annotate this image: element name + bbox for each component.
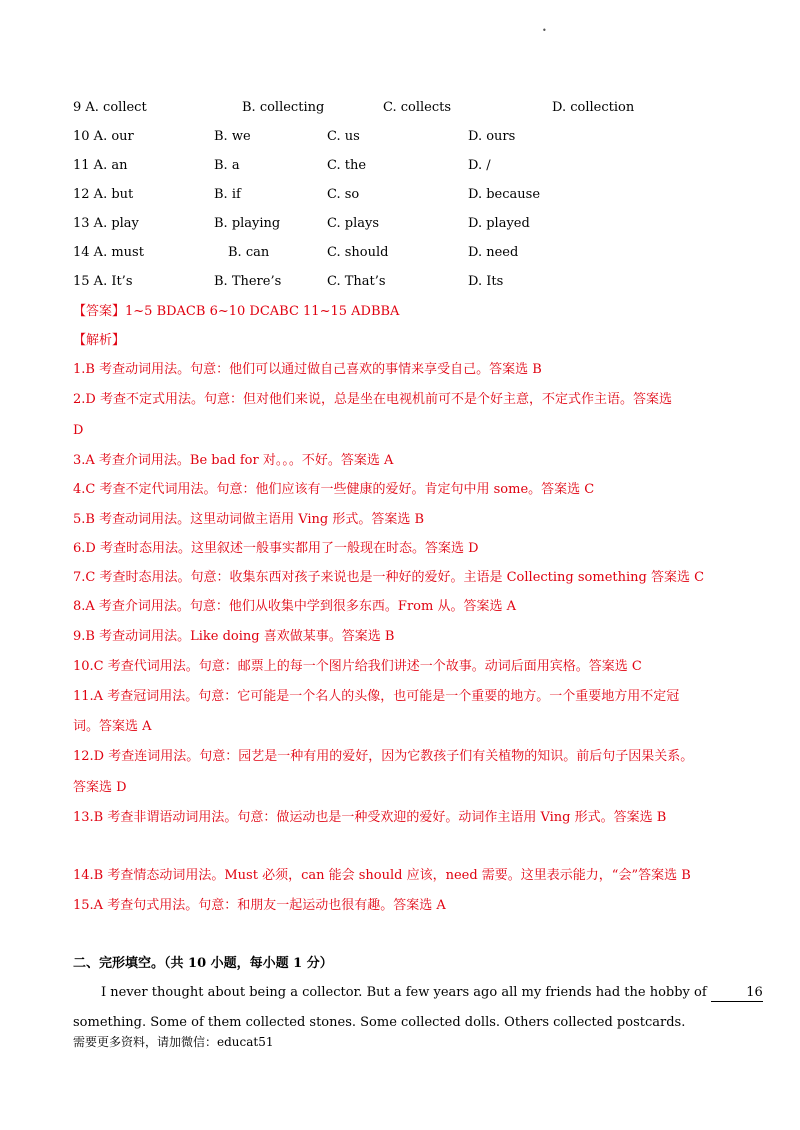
analysis-item: 10.C 考查代词用法。句意：邮票上的每一个图片给我们讲述一个故事。动词后面用宾格。答案选 C <box>73 659 642 674</box>
analysis-item: 9.B 考查动词用法。Like doing 喜欢做某事。答案选 B <box>73 629 395 644</box>
analysis-item: 4.C 考查不定代词用法。句意：他们应该有一些健康的爱好。肯定句中用 some。答案选 C <box>73 482 595 497</box>
option-c: C. plays <box>327 216 379 231</box>
section-title: 二、完形填空。（共 10 小题，每小题 1 分） <box>73 956 333 971</box>
header-dot: • <box>542 26 547 35</box>
option-c: C. us <box>327 129 360 144</box>
option-c: C. so <box>327 187 360 202</box>
passage-text: I never thought about being a collector. But a few years ago all my friends had the hobby of <box>101 985 707 1000</box>
analysis-item: 14.B 考查情态动词用法。Must 必须，can 能会 should 应该，need 需要。这里表示能力，“会”答案选 B <box>73 868 691 883</box>
option-d: D. / <box>468 158 491 173</box>
option-b: B. a <box>214 158 240 173</box>
analysis-item: 6.D 考查时态用法。这里叙述一般事实都用了一般现在时态。答案选 D <box>73 541 479 556</box>
option-a: 10 A. our <box>73 129 134 144</box>
analysis-item: 2.D 考查不定式用法。句意：但对他们来说，总是坐在电视机前可不是个好主意，不定式作主语。答案选 <box>73 392 672 407</box>
option-c: C. should <box>327 245 389 260</box>
option-c: C. That’s <box>327 274 386 289</box>
analysis-item: 7.C 考查时态用法。句意：收集东西对孩子来说也是一种好的爱好。主语是 Collecting something 答案选 C <box>73 570 705 585</box>
footer-note: 需要更多资料，请加微信：educat51 <box>73 1035 274 1049</box>
analysis-item: D <box>73 423 84 438</box>
analysis-item: 答案选 D <box>73 780 127 795</box>
option-b: B. we <box>214 129 251 144</box>
option-d: D. collection <box>552 100 635 115</box>
analysis-item: 词。答案选 A <box>73 719 152 734</box>
option-b: B. There’s <box>214 274 282 289</box>
option-d: D. need <box>468 245 519 260</box>
analysis-title: 【解析】 <box>73 333 126 348</box>
option-b: B. if <box>214 187 241 202</box>
blank-16: 16 <box>711 985 763 1002</box>
option-a: 13 A. play <box>73 216 139 231</box>
option-b: B. can <box>228 245 270 260</box>
option-a: 11 A. an <box>73 158 128 173</box>
option-a: 14 A. must <box>73 245 144 260</box>
analysis-item: 1.B 考查动词用法。句意：他们可以通过做自己喜欢的事情来享受自己。答案选 B <box>73 362 542 377</box>
answer-key: 【答案】1~5 BDACB 6~10 DCABC 11~15 ADBBA <box>73 304 400 319</box>
option-a: 15 A. It’s <box>73 274 133 289</box>
option-b: B. collecting <box>242 100 325 115</box>
option-b: B. playing <box>214 216 281 231</box>
option-a: 9 A. collect <box>73 100 147 115</box>
analysis-item: 13.B 考查非谓语动词用法。句意：做运动也是一种受欢迎的爱好。动词作主语用 Ving 形式。答案选 B <box>73 810 667 825</box>
analysis-item: 5.B 考查动词用法。这里动词做主语用 Ving 形式。答案选 B <box>73 512 425 527</box>
option-c: C. the <box>327 158 367 173</box>
analysis-item: 15.A 考查句式用法。句意：和朋友一起运动也很有趣。答案选 A <box>73 898 446 913</box>
analysis-item: 11.A 考查冠词用法。句意：它可能是一个名人的头像，也可能是一个重要的地方。一个重要地方用不定冠 <box>73 689 680 704</box>
passage-line-1 <box>101 983 763 1003</box>
analysis-item: 3.A 考查介词用法。Be bad for 对。。。不好。答案选 A <box>73 453 394 468</box>
option-d: D. ours <box>468 129 516 144</box>
passage-line-2: something. Some of them collected stones. Some collected dolls. Others collected postcards. <box>73 1015 686 1030</box>
analysis-item: 12.D 考查连词用法。句意：园艺是一种有用的爱好，因为它教孩子们有关植物的知识。前后句子因果关系。 <box>73 749 694 764</box>
option-d: D. Its <box>468 274 504 289</box>
option-c: C. collects <box>383 100 452 115</box>
option-d: D. played <box>468 216 530 231</box>
option-d: D. because <box>468 187 541 202</box>
analysis-item: 8.A 考查介词用法。句意：他们从收集中学到很多东西。From 从。答案选 A <box>73 599 516 614</box>
option-a: 12 A. but <box>73 187 134 202</box>
